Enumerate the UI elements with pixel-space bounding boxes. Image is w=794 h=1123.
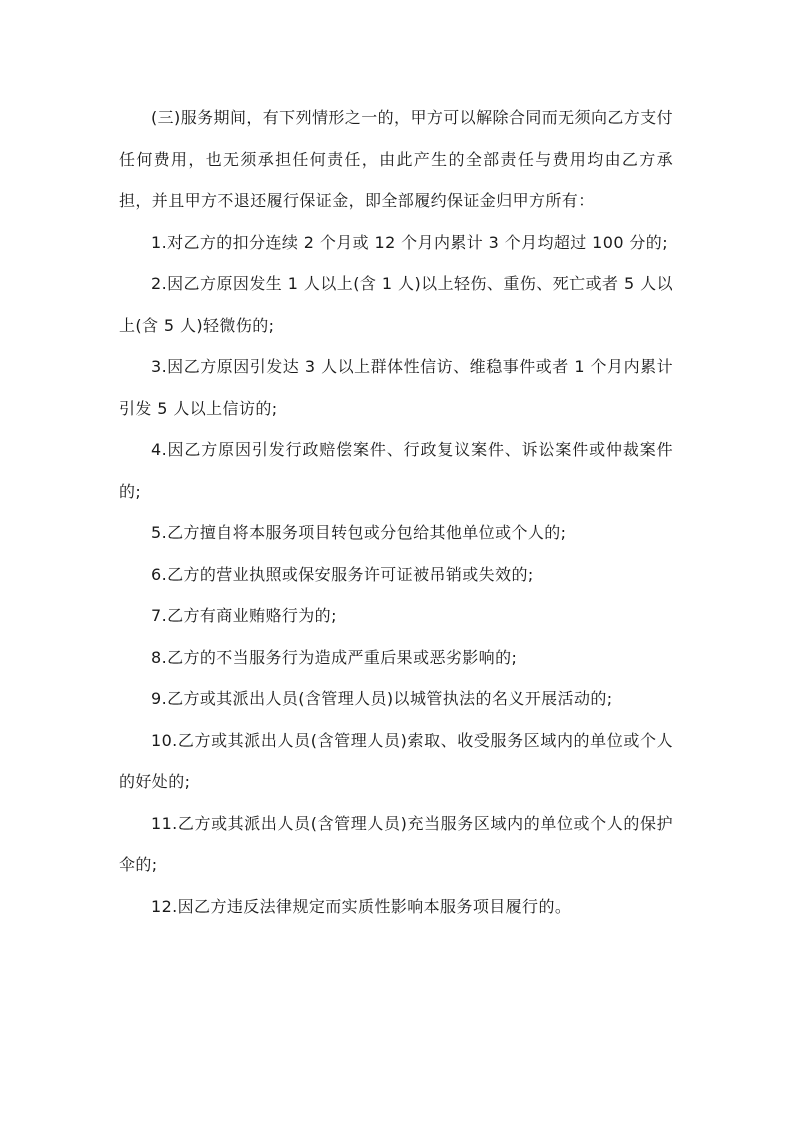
list-item-2: 2.因乙方原因发生 1 人以上(含 1 人)以上轻伤、重伤、死亡或者 5 人以上(含 5 人)轻微伤的; [119, 274, 673, 335]
list-item-10: 10.乙方或其派出人员(含管理人员)索取、收受服务区域内的单位或个人的好处的; [119, 730, 673, 791]
list-item-8: 8.乙方的不当服务行为造成严重后果或恶劣影响的; [151, 647, 518, 667]
intro-paragraph: (三)服务期间，有下列情形之一的，甲方可以解除合同而无须向乙方支付任何费用，也无须承担任何责任，由此产生的全部责任与费用均由乙方承担，并且甲方不退还履行保证金，即全部履约保证金归甲方所有： [119, 108, 673, 210]
list-item-12: 12.因乙方违反法律规定而实质性影响本服务项目履行的。 [151, 896, 572, 916]
document-body [119, 97, 673, 927]
list-item-6: 6.乙方的营业执照或保安服务许可证被吊销或失效的; [151, 564, 534, 584]
list-item-5: 5.乙方擅自将本服务项目转包或分包给其他单位或个人的; [151, 523, 567, 542]
list-item-11: 11.乙方或其派出人员(含管理人员)充当服务区域内的单位或个人的保护伞的; [119, 813, 673, 874]
list-item-3: 3.因乙方原因引发达 3 人以上群体性信访、维稳事件或者 1 个月内累计引发 5 人以上信访的; [119, 357, 673, 418]
list-item-9: 9.乙方或其派出人员(含管理人员)以城管执法的名义开展活动的; [151, 689, 613, 708]
list-item-4: 4.因乙方原因引发行政赔偿案件、行政复议案件、诉讼案件或仲裁案件的; [119, 440, 673, 501]
list-item-1: 1.对乙方的扣分连续 2 个月或 12 个月内累计 3 个月均超过 100 分的; [151, 232, 669, 252]
list-item-7: 7.乙方有商业贿赂行为的; [151, 606, 337, 625]
